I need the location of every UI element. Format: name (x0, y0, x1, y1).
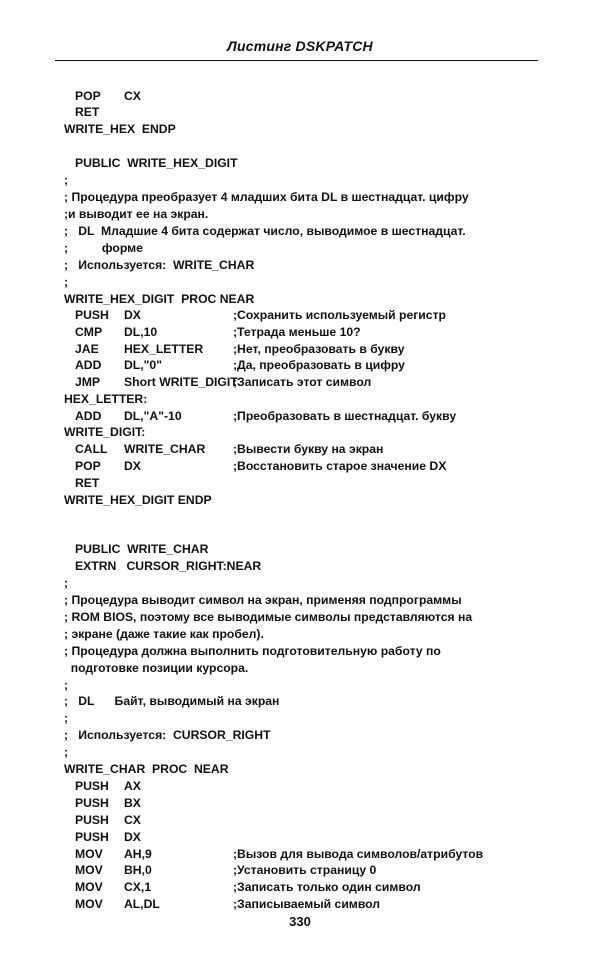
code-line: WRITE_CHAR PROC NEAR (64, 762, 229, 776)
code-line: ; DL Младшие 4 бита содержат число, выводимое в шестнадцат. (64, 224, 466, 238)
running-header: Листинг DSKPATCH (227, 38, 373, 54)
code-operand: CX,1 (124, 880, 152, 894)
code-line: ; Процедура выводит символ на экран, применяя подпрограммы (64, 593, 462, 607)
code-line: ; Процедура преобразует 4 младших бита DL в шестнадцат. цифру (64, 190, 469, 204)
code-mnemonic: PUSH (75, 308, 109, 322)
code-comment: ;Вывести букву на экран (233, 442, 384, 456)
code-operand: Short WRITE_DIGIT (124, 375, 238, 389)
code-operand: BX (124, 796, 141, 810)
code-comment: ;Записать этот символ (233, 375, 372, 389)
code-line: ; (64, 576, 69, 590)
code-line: ; (64, 275, 69, 289)
code-line: ; Используется: WRITE_CHAR (64, 258, 255, 272)
code-line: ; (64, 678, 69, 692)
code-mnemonic: POP (75, 89, 101, 103)
code-mnemonic: JAE (75, 342, 99, 356)
code-mnemonic: POP (75, 459, 101, 473)
code-line: WRITE_DIGIT: (64, 425, 146, 439)
code-comment: ;Записать только один символ (233, 880, 421, 894)
code-line: EXTRN CURSOR_RIGHT:NEAR (75, 559, 262, 573)
code-line: подготовке позиции курсора. (64, 661, 249, 675)
code-mnemonic: JMP (75, 375, 101, 389)
code-comment: ;Вызов для вывода символов/атрибутов (233, 847, 484, 861)
code-mnemonic: CMP (75, 325, 103, 339)
code-line: WRITE_HEX ENDP (64, 122, 176, 136)
code-operand: DL,"A"-10 (124, 409, 182, 423)
code-operand: AX (124, 779, 141, 793)
code-mnemonic: RET (75, 476, 100, 490)
code-comment: ;Установить страницу 0 (233, 863, 377, 877)
code-operand: HEX_LETTER (124, 342, 204, 356)
code-operand: DL,"0" (124, 358, 162, 372)
code-operand: DX (124, 830, 141, 844)
code-line: ; ROM BIOS, поэтому все выводимые символы представляются на (64, 610, 473, 624)
code-operand: CX (124, 813, 141, 827)
code-line: ; экране (даже такие как пробел). (64, 627, 264, 641)
code-line: HEX_LETTER: (64, 392, 148, 406)
code-line: ; DL Байт, выводимый на экран (64, 694, 280, 708)
code-operand: BH,0 (124, 863, 152, 877)
code-line: WRITE_HEX_DIGIT ENDP (64, 493, 212, 507)
code-mnemonic: ADD (75, 358, 102, 372)
code-line: ;и выводит ее на экран. (64, 207, 209, 221)
code-operand: DL,10 (124, 325, 158, 339)
code-mnemonic: MOV (75, 897, 103, 911)
code-comment: ;Нет, преобразовать в букву (233, 342, 405, 356)
code-line: PUBLIC WRITE_HEX_DIGIT (75, 156, 238, 170)
code-line: ; Используется: CURSOR_RIGHT (64, 728, 271, 742)
code-mnemonic: CALL (75, 442, 108, 456)
code-line: ; (64, 745, 69, 759)
code-comment: ;Тетрада меньше 10? (233, 325, 361, 339)
page-number: 330 (289, 914, 311, 929)
code-line: ; Процедура должна выполнить подготовительную работу по (64, 644, 441, 658)
code-operand: DX (124, 308, 141, 322)
code-mnemonic: MOV (75, 863, 103, 877)
code-operand: DX (124, 459, 141, 473)
code-operand: CX (124, 89, 141, 103)
code-comment: ;Восстановить старое значение DX (233, 459, 447, 473)
code-line: ; (64, 711, 69, 725)
code-line: ; (64, 173, 69, 187)
code-mnemonic: PUSH (75, 813, 109, 827)
code-mnemonic: RET (75, 105, 100, 119)
code-comment: ;Записываемый символ (233, 897, 381, 911)
code-comment: ;Преобразовать в шестнадцат. букву (233, 409, 457, 423)
code-mnemonic: PUSH (75, 796, 109, 810)
code-mnemonic: PUSH (75, 830, 109, 844)
code-line: ; форме (64, 241, 143, 255)
code-operand: WRITE_CHAR (124, 442, 206, 456)
code-mnemonic: MOV (75, 847, 103, 861)
code-mnemonic: ADD (75, 409, 102, 423)
code-mnemonic: MOV (75, 880, 103, 894)
code-comment: ;Да, преобразовать в цифру (233, 358, 405, 372)
code-comment: ;Сохранить используемый регистр (233, 308, 446, 322)
code-operand: AH,9 (124, 847, 152, 861)
code-mnemonic: PUSH (75, 779, 109, 793)
code-operand: AL,DL (124, 897, 160, 911)
code-line: WRITE_HEX_DIGIT PROC NEAR (64, 292, 255, 306)
code-line: PUBLIC WRITE_CHAR (75, 542, 209, 556)
